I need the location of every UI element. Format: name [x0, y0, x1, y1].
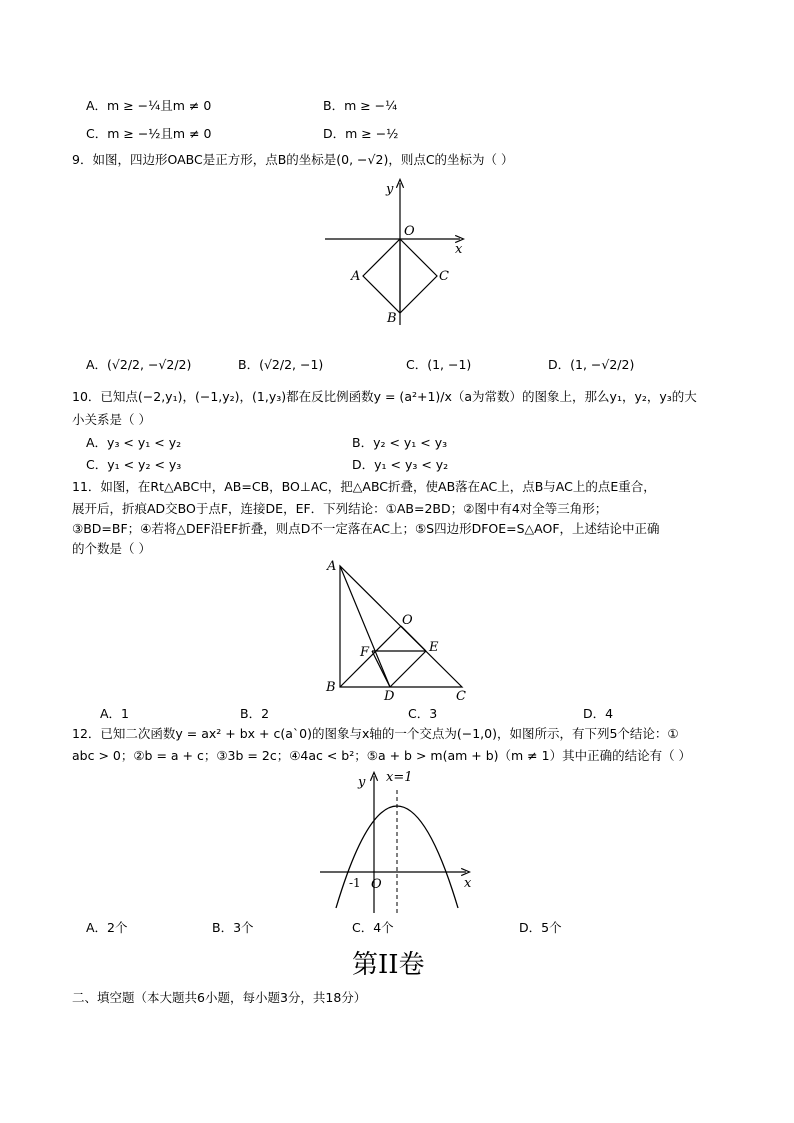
q11-label-b: B [326, 680, 336, 695]
q12-option-c: C．4个 [352, 920, 394, 935]
q10-stem-line1: 10．已知点(−2,y₁)，(−1,y₂)，(1,y₃)都在反比例函数y = (a²+1)/x（a为常数）的图象上，那么y₁，y₂，y₃的大 [72, 389, 697, 404]
volume-title: 第II卷 [352, 950, 425, 980]
q12-option-b: B．3个 [212, 920, 254, 935]
q11-label-f: F [360, 645, 370, 660]
q10-option-d: D．y₁ < y₃ < y₂ [352, 457, 449, 472]
q11-stem-line4: 的个数是（ ） [72, 541, 151, 556]
q11-option-c: C．3 [408, 706, 438, 721]
q11-label-o: O [402, 613, 413, 628]
q9-option-b: B．(√2/2, −1) [238, 357, 324, 372]
q11-stem-line1: 11．如图，在Rt△ABC中，AB=CB，BO⊥AC，把△ABC折叠，使AB落在AC上，点B与AC上的点E重合， [72, 479, 656, 494]
q11-stem-line2: 展开后，折痕AD交BO于点F，连接DE，EF．下列结论：①AB=2BD；②图中有4对全等三角形； [72, 501, 608, 516]
q12-label-neg1: -1 [349, 876, 361, 890]
q8-option-b: B．m ≥ −¼ [323, 98, 398, 113]
q11-option-d: D．4 [583, 706, 614, 721]
q9-label-x: x [455, 242, 463, 257]
q11-option-b: B．2 [240, 706, 270, 721]
q9-label-y: y [386, 182, 394, 197]
q9-label-b: B [387, 311, 397, 326]
q9-label-c: C [439, 269, 449, 284]
q10-option-c: C．y₁ < y₂ < y₃ [86, 457, 182, 472]
q12-label-x: x [464, 876, 472, 891]
q12-label-y: y [358, 775, 366, 790]
q9-stem: 9．如图，四边形OABC是正方形，点B的坐标是(0, −√2)，则点C的坐标为（ ） [72, 152, 514, 167]
q11-stem-line3: ③BD=BF；④若将△DEF沿EF折叠，则点D不一定落在AC上；⑤S四边形DFOE=S△AOF，上述结论中正确 [72, 521, 660, 536]
q9-figure [320, 180, 480, 330]
q9-option-a: A．(√2/2, −√2/2) [86, 357, 192, 372]
q11-segment-fd [372, 651, 390, 687]
q8-option-d: D．m ≥ −½ [323, 126, 399, 141]
q11-option-a: A．1 [100, 706, 130, 721]
q11-figure [322, 560, 482, 705]
q11-segment-oe [401, 626, 426, 651]
q10-stem-line2: 小关系是（ ） [72, 412, 151, 427]
q11-label-a: A [327, 559, 337, 574]
q12-option-d: D．5个 [519, 920, 562, 935]
q12-figure [318, 768, 483, 918]
q12-label-axis: x=1 [386, 770, 413, 785]
q9-label-a: A [351, 269, 361, 284]
q11-segment-bo [340, 626, 401, 687]
q11-label-c: C [456, 689, 466, 704]
q10-option-b: B．y₂ < y₁ < y₃ [352, 435, 448, 450]
q10-option-a: A．y₃ < y₁ < y₂ [86, 435, 182, 450]
q11-label-e: E [429, 640, 439, 655]
q12-stem-line1: 12．已知二次函数y = ax² + bx + c(a`0)的图象与x轴的一个交点为(−1,0)，如图所示，有下列5个结论：① [72, 726, 679, 741]
q8-option-a: A．m ≥ −¼且m ≠ 0 [86, 98, 212, 113]
q11-label-d: D [384, 689, 395, 704]
q12-stem-line2: abc > 0；②b = a + c；③3b = 2c；④4ac < b²；⑤a + b > m(am + b)（m ≠ 1）其中正确的结论有（ ） [72, 748, 692, 763]
q9-option-c: C．(1, −1) [406, 357, 472, 372]
q11-segment-ad [340, 566, 390, 687]
q8-option-c: C．m ≥ −½且m ≠ 0 [86, 126, 212, 141]
section2-title: 二、填空题（本大题共6小题，每小题3分，共18分） [72, 990, 367, 1005]
q12-option-a: A．2个 [86, 920, 128, 935]
q11-segment-de [390, 651, 426, 687]
q12-label-o: O [371, 877, 382, 892]
q9-option-d: D．(1, −√2/2) [548, 357, 635, 372]
q9-label-o: O [404, 224, 415, 239]
